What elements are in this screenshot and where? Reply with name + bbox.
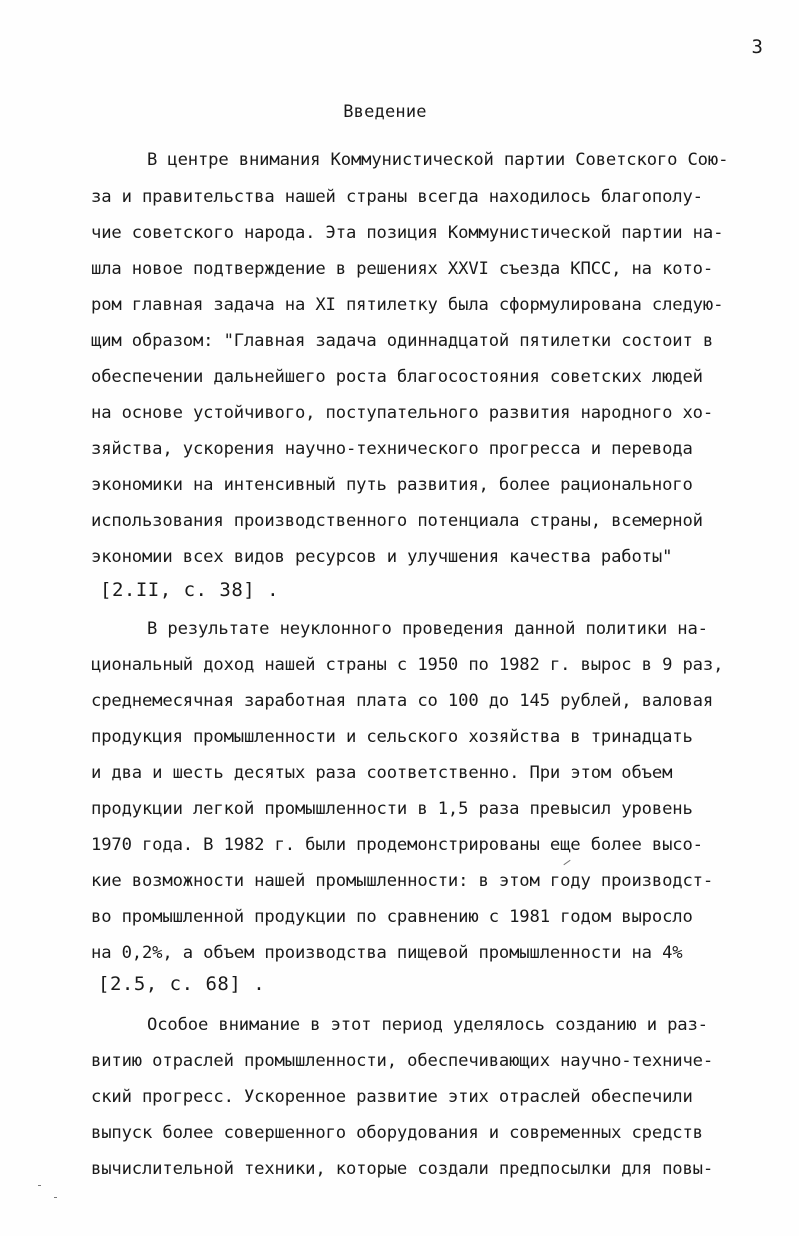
citation: [2.5, с. 68] . <box>98 973 266 995</box>
text-line: на основе устойчивого, поступательного развития народного хо- <box>91 403 714 423</box>
section-heading: Введение <box>343 102 427 122</box>
scan-speck <box>54 1197 57 1198</box>
text-line: среднемесячная заработная плата со 100 до 145 рублей, валовая <box>91 691 714 711</box>
text-line: продукции легкой промышленности в 1,5 раза превысил уровень <box>91 799 693 819</box>
text-line: во промышленной продукции по сравнению с 1981 годом выросло <box>91 907 693 927</box>
text-line: кие возможности нашей промышленности: в этом году производст- <box>91 871 714 891</box>
text-line: использования производственного потенциала страны, всемерной <box>91 511 703 531</box>
text-line: чие советского народа. Эта позиция Коммунистической партии на- <box>91 223 724 243</box>
text-line: щим образом: "Главная задача одиннадцатой пятилетки состоит в <box>91 331 714 351</box>
scan-speck <box>563 860 570 865</box>
scan-speck <box>38 1185 41 1186</box>
text-line: на 0,2%, а объем производства пищевой промышленности на 4% <box>91 943 683 963</box>
text-line: ром главная задача на XI пятилетку была сформулирована следую- <box>91 295 724 315</box>
text-line: экономики на интенсивный путь развития, более рационального <box>91 475 693 495</box>
text-line: 1970 года. В 1982 г. были продемонстрированы еще более высо- <box>91 835 703 855</box>
text-line: вычислительной техники, которые создали предпосылки для повы- <box>91 1159 714 1179</box>
text-line: экономии всех видов ресурсов и улучшения качества работы" <box>91 547 673 567</box>
text-line: продукция промышленности и сельского хозяйства в тринадцать <box>91 727 693 747</box>
text-line: за и правительства нашей страны всегда находилось благополу- <box>91 187 703 207</box>
text-line: витию отраслей промышленности, обеспечивающих научно-техниче- <box>91 1051 714 1071</box>
text-line: ский прогресс. Ускоренное развитие этих отраслей обеспечили <box>91 1087 693 1107</box>
citation: [2.II, с. 38] . <box>100 579 280 601</box>
text-line: В результате неуклонного проведения данной политики на- <box>147 619 708 639</box>
text-line: В центре внимания Коммунистической партии Советского Сою- <box>147 150 729 170</box>
text-line: зяйства, ускорения научно-технического прогресса и перевода <box>91 439 693 459</box>
text-line: обеспечении дальнейшего роста благосостояния советских людей <box>91 367 703 387</box>
text-line: и два и шесть десятых раза соответственно. При этом объем <box>91 763 673 783</box>
page-number: 3 <box>751 36 763 58</box>
text-line: выпуск более совершенного оборудования и современных средств <box>91 1123 703 1143</box>
text-line: шла новое подтверждение в решениях XXVI съезда КПСС, на кото- <box>91 259 714 279</box>
text-line: циональный доход нашей страны с 1950 по 1982 г. вырос в 9 раз, <box>91 655 724 675</box>
text-line: Особое внимание в этот период уделялось созданию и раз- <box>147 1015 708 1035</box>
